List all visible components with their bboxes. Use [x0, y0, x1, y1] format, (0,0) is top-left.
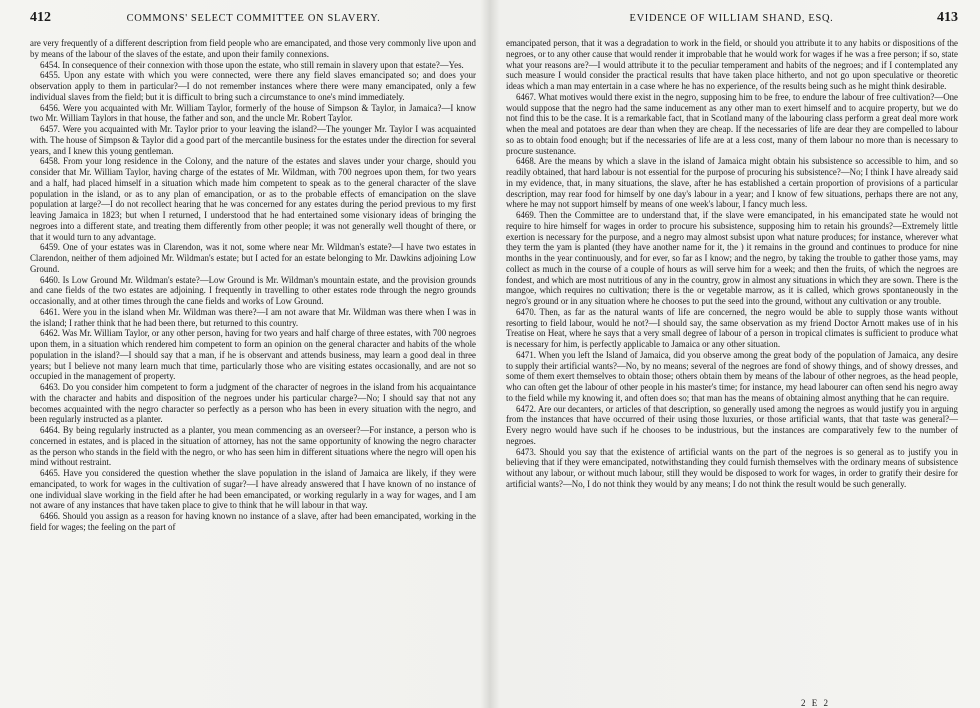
- paragraph: 6468. Are the means by which a slave in the island of Jamaica might obtain his subsistence so accessible to him, and so readily obtained, that hard labour is not essential for the purpose of procuring his subsistence?—No; I think I have already said in my evidence, that, in many situations, the slave, after he has established a certain proportion of provisions of a particular description, may rear food for himself by one day's labour in a year; and I know of few situations, perhaps there are not any, where he may not support himself by means of one week's labour, I fancy much less.: [506, 156, 958, 210]
- paragraph: 6462. Was Mr. William Taylor, or any other person, having for two years and half charge of three estates, with 700 negroes upon them, in a situation which rendered him competent to form an opinion on the general character and habits of the whole population in the island?—I should say that a man, if he is observant and attends business, may learn a good deal in three years; but I believe not many learn much that time, particularly those who are visiting estates occasionally, and are not so occupied in the management of property.: [30, 328, 476, 382]
- paragraph: 6463. Do you consider him competent to form a judgment of the character of negroes in the island from his acquaintance with the character and habits and disposition of the negroes under his particular charge?—No; I should say that not any becomes acquainted with the negro character so perfectly as a person who has been in every situation with the negro, and been regularly instructed as a planter.: [30, 382, 476, 425]
- right-running-title: EVIDENCE OF WILLIAM SHAND, ESQ.: [629, 13, 834, 24]
- paragraph: 6464. By being regularly instructed as a planter, you mean commencing as an overseer?—For instance, a person who is concerned in estates, and is placed in the situation of attorney, has not the same opportunity of knowing the negro character as the person who stands in the field with the negro, or who has seen him in different situations where the negro will open his mind without restraint.: [30, 425, 476, 468]
- paragraph: 6467. What motives would there exist in the negro, supposing him to be free, to endure the labour of free cultivation?—One would suppose that the negro had the same inducement as any other man to exert himself and to acquire property, but we do not find this to be the case. It is a remarkable fact, that in Scotland many of the labouring class perform a great deal more work when the meal and potatoes are dear than when they are cheap. If the necessaries of life are dear they are compelled to labour so as to obtain food enough; but if the necessaries of life are at a less cost, many of them labour no more than is necessary to procure sustenance.: [506, 91, 958, 156]
- paragraph: are very frequently of a different description from field people who are emancipated, and those very commonly live upon and by means of the labour of the slaves of the estate, and upon their family connexions.: [30, 38, 476, 59]
- paragraph: 6465. Have you considered the question whether the slave population in the island of Jamaica are likely, if they were emancipated, to work for wages in the cultivation of sugar?—I have already answered that I have known of no instance of one individual slave working in the field after he had been emancipated, or working regularly in a way for wages, and I am not aware of any instances that have taken place to give to think that he will labour in that way.: [30, 468, 476, 511]
- paragraph: 6454. In consequence of their connexion with those upon the estate, who still remain in slavery upon that estate?—Yes.: [40, 59, 464, 70]
- paragraph: emancipated person, that it was a degradation to work in the field, or should you attribute it to any habits or dispositions of the negroes, or to any other cause that would render it improbable that he would work for wages if he was a free person; if so, state what your reasons are?—I would attribute it to the peculiar temperament and habits of the negroes; and if I contemplated any such measure I would consider the practical results that have taken place hitherto, and not go upon speculative or theoretic ideas which a man may entertain in a case where he has no experience, of the results being such as he might think desirable.: [506, 38, 958, 91]
- paragraph: 6456. Were you acquainted with Mr. William Taylor, formerly of the house of Simpson & Taylor, in Jamaica?—I know two Mr. William Taylors in that house, the father and son, and the uncle Mr. Robert Taylor.: [30, 102, 476, 124]
- paragraph: 6469. Then the Committee are to understand that, if the slave were emancipated, in his emancipated state he would not require to hire himself for wages in order to procure his subsistence, supposing him to retain his grounds?—Extremely little exertion is necessary for the purpose, and a negro may almost subsist upon what nature produces; for instance, wherever what they term the yam is planted (they have another name for it, the ) it remains in the ground and continues to produce for nine months in the year continuously, and for ever, so far as I know; and the negro, by taking the trouble to gather those yams, may collect as much in the course of a couple of hours as will serve him for a week; and then the fruits, of which the negroes are fondest, and which are most nutritious of any in the country, grow in almost any situations in which they are sown. There is the mangoe, which requires no cultivation; there is the or vegetable marrow, as it is called, which grows spontaneously in the negro's ground or in any situation where he chooses to put the seed into the ground, without any cultivation or any trouble.: [506, 210, 958, 306]
- paragraph: 6470. Then, as far as the natural wants of life are concerned, the negro would be able to supply those wants without resorting to field labour, would he not?—I should say, the same observation as my friend Doctor Arnott makes use of in his Treatise on Heat, where he says that a very small degree of labour of a person in tropical climates is sufficient to produce what is necessary for him, is perfectly applicable to Jamaica or any other situation.: [506, 306, 958, 349]
- signature-mark: 2 E 2: [801, 698, 830, 708]
- paragraph: 6460. Is Low Ground Mr. Wildman's estate?—Low Ground is Mr. Wildman's mountain estate, and the provision grounds and cane fields of the two estates are adjoining. I frequently in travelling to other estates rode through the negro grounds occasionally, and at other times through the cane fields and works of Low Ground.: [30, 274, 476, 306]
- left-page-number: 412: [30, 10, 51, 25]
- left-text-column: [30, 38, 476, 533]
- paragraph: 6458. From your long residence in the Colony, and the nature of the estates and slaves under your charge, should you consider that Mr. William Taylor, having charge of the estates of Mr. Wildman, with 700 negroes upon them, for two years and a half, had placed himself in a situation which made him competent to speak as to the general character of the slave population in the island, or as to any plan of emancipation, or as to the probable effects of emancipation on the slave population at large?—I do not recollect hearing that he was concerned for any estates during the period previous to my first leaving Jamaica in 1823; but when I returned, I understood that he had entertained some visionary ideas of bringing the negroes into a different state, and treating them differently from other people; it was not generally well thought of there, or that it would turn to any advantage.: [30, 156, 476, 242]
- paragraph: 6466. Should you assign as a reason for having known no instance of a slave, after had been emancipated, working in the field for wages; the feeling on the part of: [30, 511, 476, 532]
- paragraph: 6473. Should you say that the existence of artificial wants on the part of the negroes is so general as to justify you in believing that if they were emancipated, notwithstanding they could furnish themselves with the ordinary means of subsistence without any labour, or without much labour, still they would be disposed to work for wages, in order to gratify their desire for artificial wants?—No, I do not think they would by any means; I do not think the result would be such generally.: [506, 446, 958, 489]
- paragraph: 6457. Were you acquainted with Mr. Taylor prior to your leaving the island?—The younger Mr. Taylor I was acquainted with. The house of Simpson & Taylor did a good part of the mercantile business for the estates under the direction for several years, and I knew this young gentleman.: [30, 124, 476, 156]
- left-running-title: COMMONS' SELECT COMMITTEE ON SLAVERY.: [126, 13, 381, 24]
- right-text-column: [506, 38, 958, 490]
- right-page: [490, 0, 980, 708]
- paragraph: 6461. Were you in the island when Mr. Wildman was there?—I am not aware that Mr. Wildman was there when I was in the island; I rather think that he had been there, but returned to this country.: [30, 306, 476, 328]
- paragraph: 6459. One of your estates was in Clarendon, was it not, some where near Mr. Wildman's estate?—I have two estates in Clarendon, neither of them adjoined Mr. Wildman's estate; but I acted for an estate belonging to Mr. Dawkins adjoining Low Ground.: [30, 242, 476, 274]
- left-page-header: [30, 10, 476, 38]
- right-page-header: [506, 10, 958, 38]
- paragraph: 6472. Are our decanters, or articles of that description, so generally used among the negroes as would justify you in arguing from the instances that have occurred of their using those luxuries, or those artificial wants, that that taste was general?—Every negro would have such if he chooses to be industrious, but the instances are comparatively few to the number of negroes.: [506, 403, 958, 446]
- paragraph: 6455. Upon any estate with which you were connected, were there any field slaves emancipated so; and does your observation apply to them in particular?—I do not remember instances where there were many emancipated, only a few individual slaves from the field; but it is difficult to bring such a circumstance to one's mind immediately.: [30, 70, 476, 102]
- paragraph: 6471. When you left the Island of Jamaica, did you observe among the great body of the population of Jamaica, any desire to supply their artificial wants?—No, by no means; several of the negroes are fond of showy things, and of showy dresses, and some of them exert themselves to obtain those; others obtain them by means of the labour of other negroes, as the head people, who can often get the labour of other people in his master's time; for instance, my head labourer can often send his negro away to the field while my knowing it, and often does so; that man has the means of obtaining almost anything that he can require.: [506, 349, 958, 403]
- right-page-number: 413: [936, 10, 958, 25]
